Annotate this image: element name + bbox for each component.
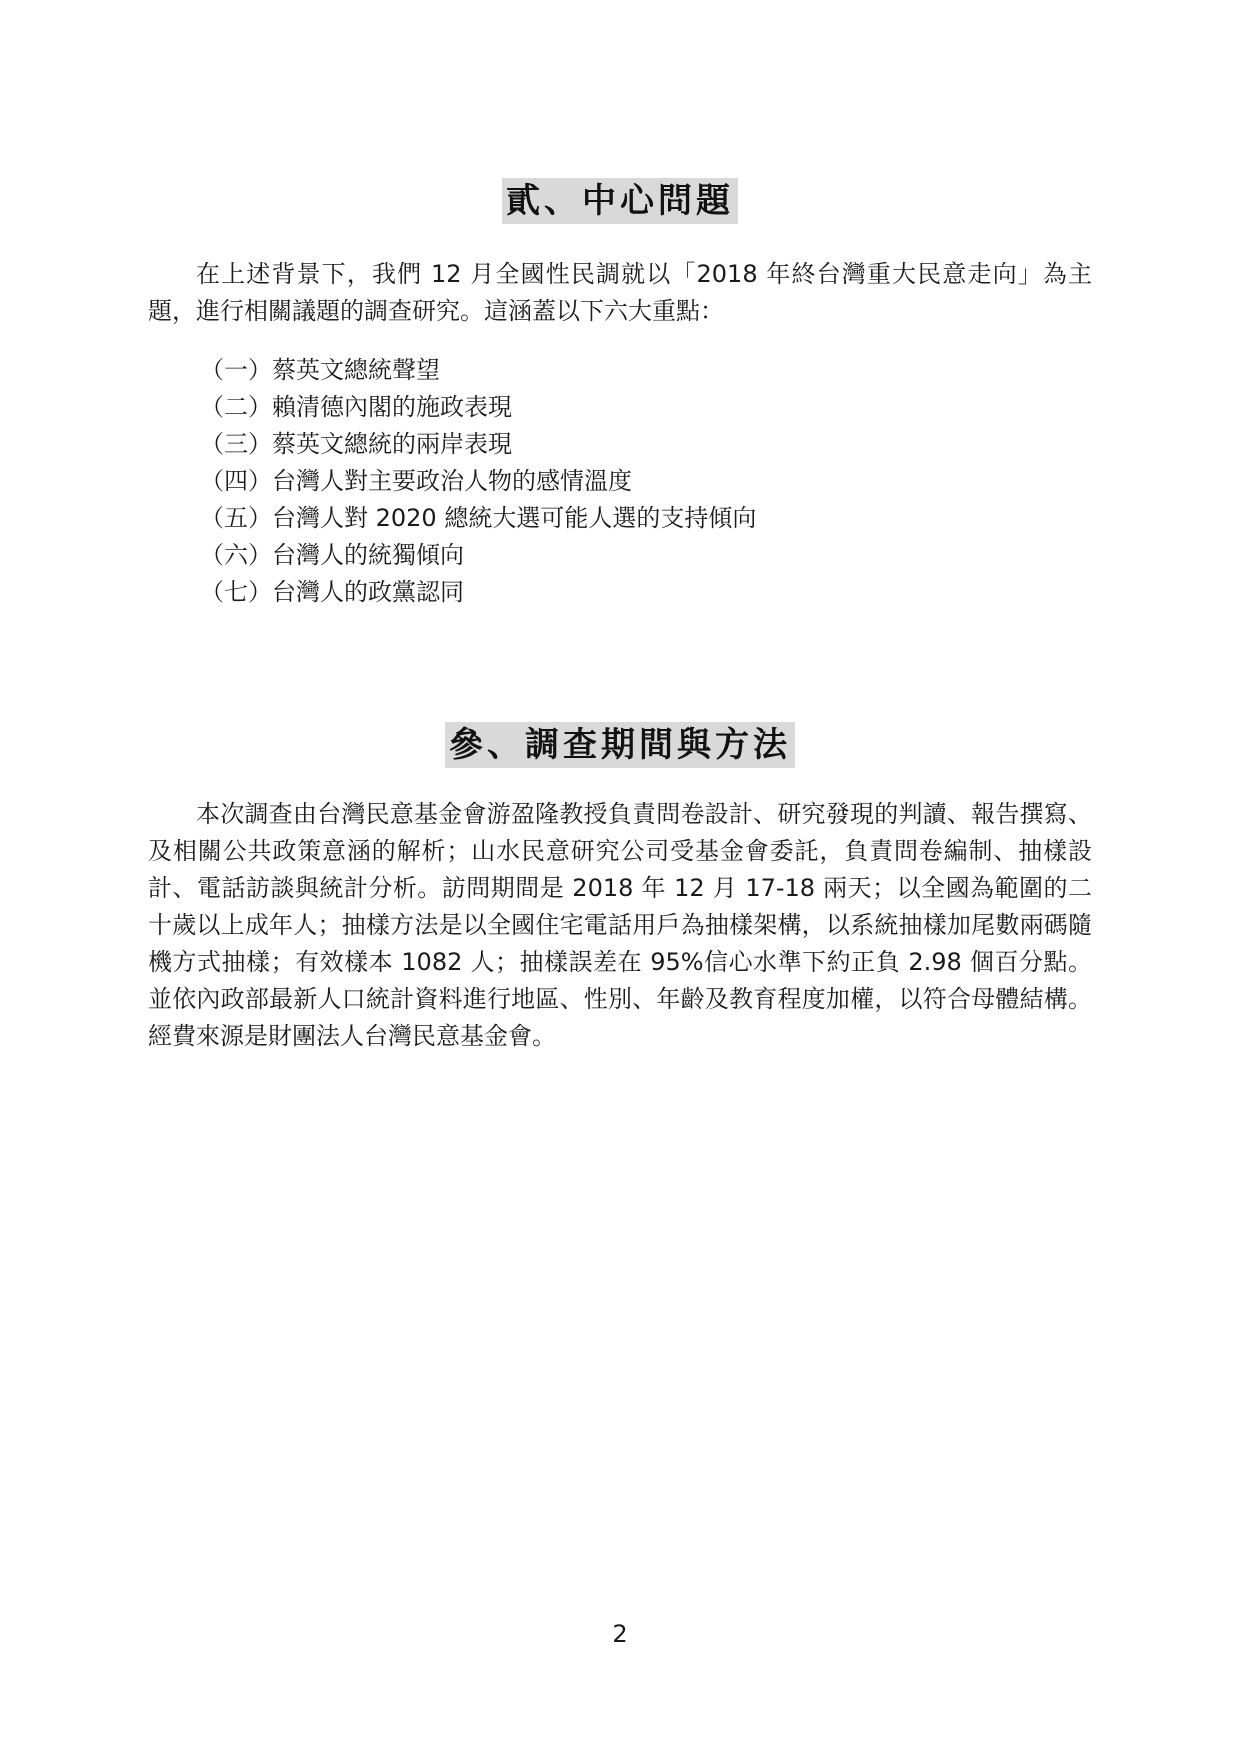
section-heading-central-issues [0,178,1240,224]
list-item: （四）台灣人對主要政治人物的感情溫度 [200,467,632,495]
page-number: 2 [612,1620,628,1648]
list-item: （三）蔡英文總統的兩岸表現 [200,430,512,458]
list-item: （二）賴清德內閣的施政表現 [200,393,512,421]
list-item: （五）台灣人對 2020 總統大選可能人選的支持傾向 [200,504,757,532]
list-item: （一）蔡英文總統聲望 [200,356,440,384]
list-item: （六）台灣人的統獨傾向 [200,541,464,569]
intro-paragraph: 在上述背景下，我們 12 月全國性民調就以「2018 年終台灣重大民意走向」為主題，進行相關議題的調查研究。這涵蓋以下六大重點： [148,260,1092,325]
section-heading-text: 貳、中心問題 [502,178,738,224]
section-heading-text: 參、調查期間與方法 [445,722,795,768]
list-item: （七）台灣人的政黨認同 [200,578,464,606]
focus-list [200,352,756,611]
section-heading-survey-method [0,722,1240,768]
method-paragraph: 本次調查由台灣民意基金會游盈隆教授負責問卷設計、研究發現的判讀、報告撰寫、及相關公共政策意涵的解析；山水民意研究公司受基金會委託，負責問卷編制、抽樣設計、電話訪談與統計分析。訪問期間是 2018 年 12 月 17-18 兩天；以全國為範圍的二十歲以上成年人；抽樣方法是以全國住宅電話用戶為抽樣架構，以系統抽樣加尾數兩碼隨機方式抽樣；有效樣本 1082 人；抽樣誤差在 95%信心水準下約正負 2.98 個百分點。並依內政部最新人口統計資料進行地區、性別、年齡及教育程度加權，以符合母體結構。經費來源是財團法人台灣民意基金會。 [148,800,1092,1050]
